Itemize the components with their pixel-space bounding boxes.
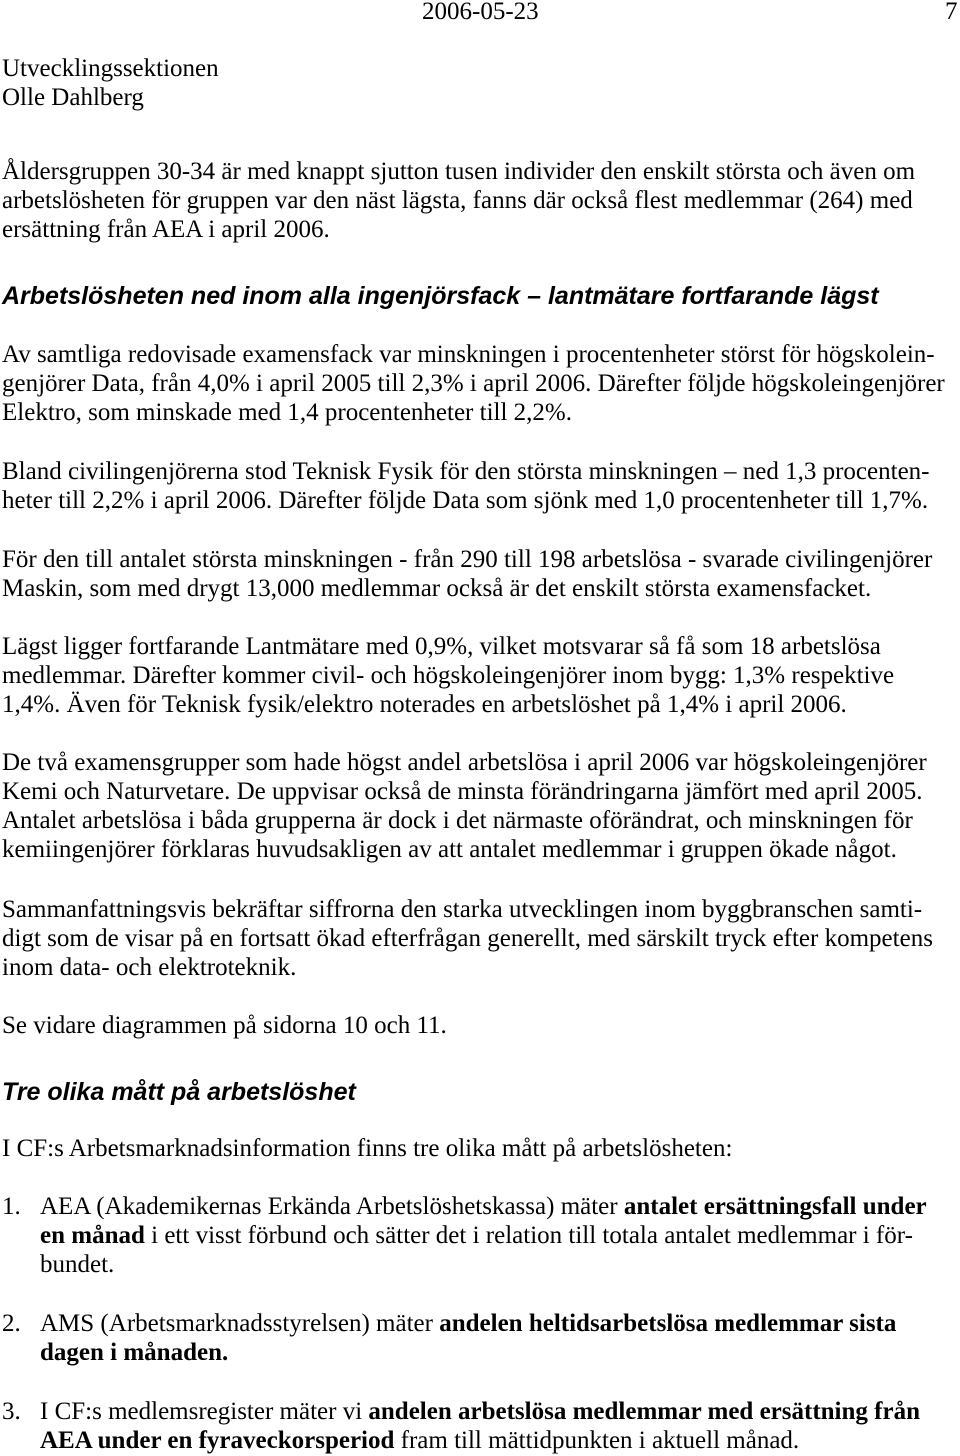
text-line: Sammanfattningsvis bekräftar siffrorna den starka utvecklingen inom byggbranschen samti-: [2, 896, 923, 923]
text-line: Kemi och Naturvetare. De uppvisar också de minsta förändringarna jämfört med april 2005.: [2, 778, 923, 805]
page-header-date: 2006-05-23: [422, 0, 539, 25]
paragraph: [2, 748, 927, 864]
list-number: 2.: [2, 1310, 21, 1337]
paragraph: [2, 340, 945, 427]
text-line: [40, 1338, 896, 1367]
text-run: AEA (Akademikernas Erkända Arbetslöshetskassa) mäter: [40, 1193, 624, 1220]
paragraph: [2, 457, 930, 515]
text-line: kemiingenjörer förklaras huvudsakligen av att antalet medlemmar i gruppen ökade något.: [2, 836, 897, 863]
author-name: Olle Dahlberg: [2, 84, 144, 111]
list-item-text: [40, 1397, 920, 1455]
list-number: 3.: [2, 1398, 21, 1425]
paragraph: [2, 1011, 447, 1040]
list-number: 1.: [2, 1193, 21, 1220]
text-line: 1,4%. Även för Teknisk fysik/elektro noterades en arbetslöshet på 1,4% i april 2006.: [2, 691, 847, 718]
text-line: För den till antalet största minskningen - från 290 till 198 arbetslösa - svarade civilingenjörer: [2, 546, 933, 573]
text-line: [40, 1221, 927, 1250]
paragraph: [2, 632, 894, 719]
list-item-text: [40, 1192, 927, 1279]
text-line: Bland civilingenjörerna stod Teknisk Fysik för den största minskningen – ned 1,3 procenten-: [2, 458, 930, 485]
paragraph: [2, 1134, 732, 1163]
text-line: Antalet arbetslösa i båda grupperna är dock i det närmaste oförändrat, och minskningen för: [2, 807, 913, 834]
text-line: Elektro, som minskade med 1,4 procentenheter till 2,2%.: [2, 399, 572, 426]
bold-text-run: AEA under en fyraveckorsperiod: [40, 1427, 395, 1454]
text-line: Lägst ligger fortfarande Lantmätare med 0,9%, vilket motsvarar så få som 18 arbetslösa: [2, 633, 881, 660]
list-item-text: [40, 1309, 896, 1367]
text-line: ersättning från AEA i april 2006.: [2, 216, 330, 243]
text-line: heter till 2,2% i april 2006. Därefter följde Data som sjönk med 1,0 procentenheter till 1,7%.: [2, 487, 929, 514]
text-line: [40, 1250, 927, 1279]
text-line: I CF:s Arbetsmarknadsinformation finns tre olika mått på arbetslösheten:: [2, 1135, 733, 1162]
text-line: Se vidare diagrammen på sidorna 10 och 11.: [2, 1012, 447, 1039]
section-heading: Tre olika mått på arbetslöshet: [2, 1078, 356, 1106]
text-run: AMS (Arbetsmarknadsstyrelsen) mäter: [40, 1310, 440, 1337]
paragraph: [2, 545, 932, 603]
section-heading: Arbetslösheten ned inom alla ingenjörsfack – lantmätare fortfarande lägst: [2, 282, 879, 310]
text-line: Av samtliga redovisade examensfack var minskningen i procentenheter störst för högskolein-: [2, 341, 935, 368]
bold-text-run: dagen i månaden.: [40, 1339, 229, 1366]
intro-paragraph: [2, 157, 915, 244]
bold-text-run: andelen arbetslösa medlemmar med ersättning från: [368, 1398, 920, 1425]
text-line: [40, 1397, 920, 1426]
text-line: Maskin, som med drygt 13,000 medlemmar också är det enskilt största examensfacket.: [2, 575, 872, 602]
text-line: Åldersgruppen 30-34 är med knappt sjutton tusen individer den enskilt största och även om: [2, 158, 916, 185]
text-run: fram till mättidpunkten i aktuell månad.: [394, 1427, 800, 1454]
text-line: [40, 1192, 927, 1221]
text-line: [40, 1426, 920, 1455]
text-line: [40, 1309, 896, 1338]
text-line: inom data- och elektroteknik.: [2, 954, 297, 981]
text-run: i ett visst förbund och sätter det i relation till totala antalet medlemmar i för-: [144, 1222, 913, 1249]
bold-text-run: en månad: [40, 1222, 145, 1249]
paragraph: [2, 895, 933, 982]
bold-text-run: andelen heltidsarbetslösa medlemmar sista: [439, 1310, 897, 1337]
page-number: 7: [945, 0, 958, 25]
text-line: medlemmar. Därefter kommer civil- och högskoleingenjörer inom bygg: 1,3% respektive: [2, 662, 895, 689]
text-run: bundet.: [40, 1251, 115, 1278]
author-block: [2, 54, 219, 112]
author-department: Utvecklingssektionen: [2, 55, 219, 82]
text-run: I CF:s medlemsregister mäter vi: [40, 1398, 369, 1425]
bold-text-run: antalet ersättningsfall under: [623, 1193, 927, 1220]
text-line: arbetslösheten för gruppen var den näst lägsta, fanns där också flest medlemmar (264) med: [2, 187, 913, 214]
text-line: De två examensgrupper som hade högst andel arbetslösa i april 2006 var högskoleingenjörer: [2, 749, 927, 776]
text-line: digt som de visar på en fortsatt ökad efterfrågan generellt, med särskilt tryck efter kompetens: [2, 925, 933, 952]
text-line: genjörer Data, från 4,0% i april 2005 till 2,3% i april 2006. Därefter följde högskoleingenjörer: [2, 370, 945, 397]
